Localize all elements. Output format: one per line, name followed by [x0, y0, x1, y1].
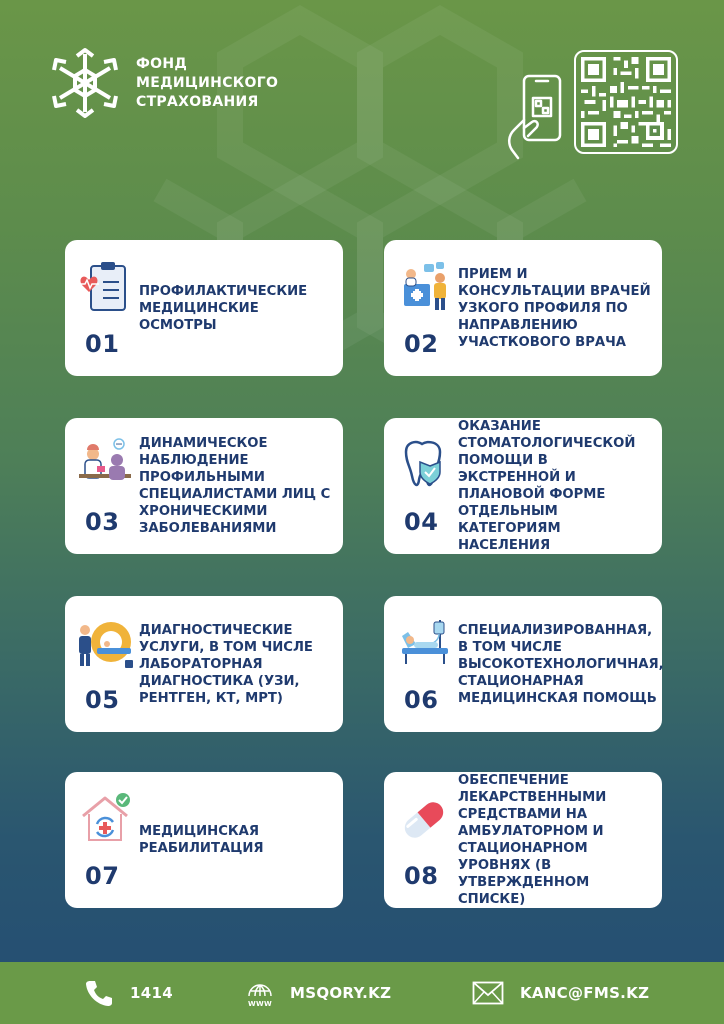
fund-logo	[48, 46, 278, 120]
email-address: KANC@FMS.KZ	[520, 984, 650, 1002]
clipboard-heart-icon	[75, 258, 135, 318]
card-number-02: 02	[404, 330, 439, 358]
tooth-icon	[394, 436, 454, 496]
footer-bar	[0, 962, 724, 1024]
logo-line-1: ФОНД	[136, 55, 188, 72]
footer-email[interactable]	[472, 962, 649, 1024]
card-number-06: 06	[404, 686, 439, 714]
service-card-08	[384, 772, 662, 908]
www-label: WWW	[247, 1000, 273, 1008]
service-card-04	[384, 418, 662, 554]
card-text-06: СПЕЦИАЛИЗИРОВАННАЯ, В ТОМ ЧИСЛЕ ВЫСОКОТЕХНОЛОГИЧНАЯ, СТАЦИОНАРНАЯ МЕДИЦИНСКАЯ ПОМОЩЬ	[458, 622, 664, 706]
footer-website[interactable]	[246, 962, 391, 1024]
card-text-02: ПРИЕМ И КОНСУЛЬТАЦИИ ВРАЧЕЙ УЗКОГО ПРОФИЛЯ ПО НАПРАВЛЕНИЮ УЧАСТКОВОГО ВРАЧА	[458, 266, 651, 350]
card-number-04: 04	[404, 508, 439, 536]
service-card-06	[384, 596, 662, 732]
globe-www-icon	[246, 978, 274, 1008]
rehabilitation-house-icon	[75, 790, 135, 850]
card-number-01: 01	[85, 330, 120, 358]
envelope-icon	[472, 981, 504, 1005]
service-card-01	[65, 240, 343, 376]
card-number-07: 07	[85, 862, 120, 890]
card-text-03: ДИНАМИЧЕСКОЕ НАБЛЮДЕНИЕ ПРОФИЛЬНЫМИ СПЕЦИАЛИСТАМИ ЛИЦ С ХРОНИЧЕСКИМИ ЗАБОЛЕВАНИЯМИ	[139, 436, 331, 536]
hospital-bed-icon	[394, 614, 454, 674]
hand-phone-scan-icon	[502, 72, 572, 162]
card-number-08: 08	[404, 862, 439, 890]
doctor-patient-icon	[75, 436, 135, 496]
service-card-07	[65, 772, 343, 908]
logo-line-3: СТРАХОВАНИЯ	[136, 93, 259, 110]
pill-capsule-icon	[394, 790, 454, 850]
card-text-05: ДИАГНОСТИЧЕСКИЕ УСЛУГИ, В ТОМ ЧИСЛЕ ЛАБОРАТОРНАЯ ДИАГНОСТИКА (УЗИ, РЕНТГЕН, КТ, МРТ)	[139, 622, 313, 706]
logo-line-2: МЕДИЦИНСКОГО	[136, 74, 279, 91]
doctor-consultation-icon	[394, 258, 454, 318]
mri-scanner-icon	[75, 614, 135, 674]
phone-number: 1414	[130, 984, 173, 1002]
card-text-07: МЕДИЦИНСКАЯ РЕАБИЛИТАЦИЯ	[139, 824, 264, 856]
website-url: MSQORY.KZ	[290, 984, 392, 1002]
logo-text	[136, 55, 278, 112]
phone-icon	[84, 978, 114, 1008]
card-number-05: 05	[85, 686, 120, 714]
qr-section	[502, 46, 682, 161]
card-text-04: ОКАЗАНИЕ СТОМАТОЛОГИЧЕСКОЙ ПОМОЩИ В ЭКСТРЕННОЙ И ПЛАНОВОЙ ФОРМЕ ОТДЕЛЬНЫМ КАТЕГОРИЯМ НАСЕЛЕНИЯ	[458, 419, 636, 553]
qr-code[interactable]	[574, 50, 678, 154]
snowflake-logo-icon	[48, 46, 122, 120]
service-card-05	[65, 596, 343, 732]
service-card-02	[384, 240, 662, 376]
card-text-08: ОБЕСПЕЧЕНИЕ ЛЕКАРСТВЕННЫМИ СРЕДСТВАМИ НА АМБУЛАТОРНОМ И СТАЦИОНАРНОМ УРОВНЯХ (В УТВЕРЖДЕННОМ СПИСКЕ)	[458, 773, 607, 907]
footer-phone[interactable]	[84, 962, 173, 1024]
card-text-01: ПРОФИЛАКТИЧЕСКИЕ МЕДИЦИНСКИЕ ОСМОТРЫ	[139, 283, 308, 333]
card-number-03: 03	[85, 508, 120, 536]
qr-code-icon	[581, 57, 671, 147]
service-card-03	[65, 418, 343, 554]
